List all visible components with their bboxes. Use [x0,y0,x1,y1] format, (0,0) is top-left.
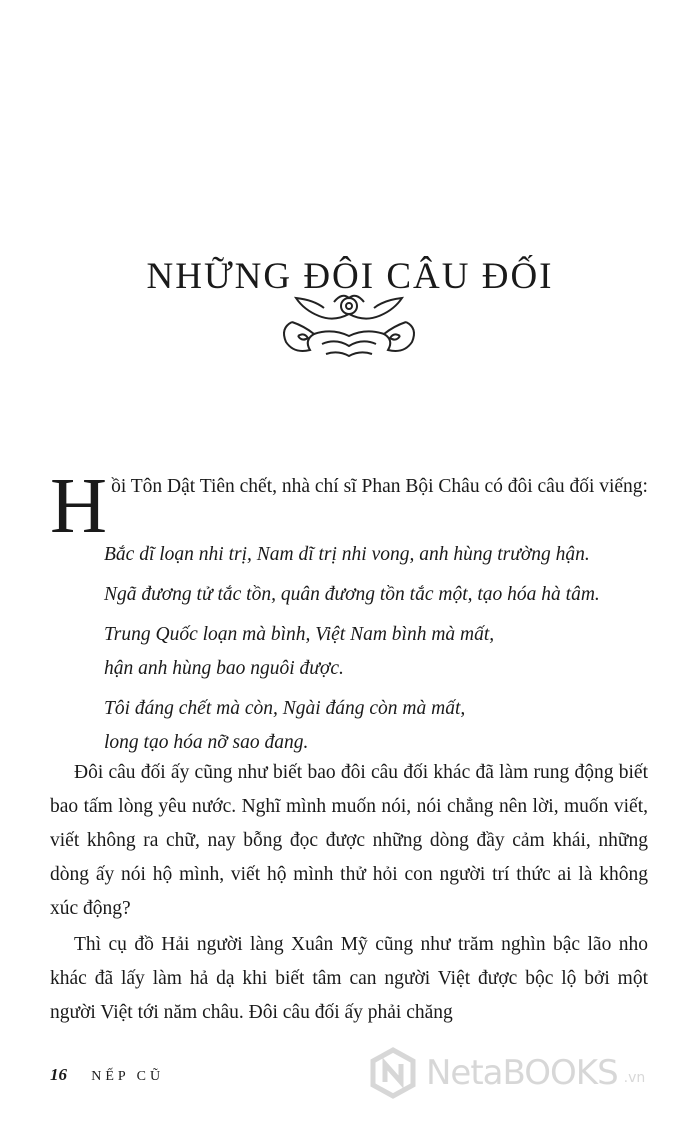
body-paragraph: Đôi câu đối ấy cũng như biết bao đôi câu đối khác đã làm rung động biết bao tấm lòng yêu nước. Nghĩ mình muốn nói, nói chẳng nên lời, muốn viết, viết không ra chữ, nay bỗng đọc được những dòng đầy cảm khái, những dòng ấy nói hộ mình, viết hộ mình thử hỏi con người trí thức ai là không xúc động? [50,762,648,919]
verse-line [104,538,664,572]
intro-paragraph [50,463,650,550]
running-title: NẾP CŨ [91,1069,165,1084]
page-footer [50,1065,164,1085]
watermark-suffix: .vn [623,1070,646,1086]
verse-text: Trung Quốc loạn mà bình, Việt Nam bình mà mất, [104,624,495,645]
verse-text: Tôi đáng chết mà còn, Ngài đáng còn mà mất, [104,698,466,719]
verse-line [104,618,664,686]
ornament-icon [274,292,424,362]
verse-text: Ngã đương tử tắc tồn, quân đương tồn tắc một, tạo hóa hà tâm. [104,584,600,605]
body-paragraph: Thì cụ đồ Hải người làng Xuân Mỹ cũng như trăm nghìn bậc lão nho khác đã lấy làm hả dạ khi biết tâm can người Việt được bộc lộ bởi một người Việt tới năm châu. Đôi câu đối ấy phải chăng [50,934,648,1023]
verse-text: Bắc dĩ loạn nhi trị, Nam dĩ trị nhi vong, anh hùng trường hận. [104,544,590,565]
netabooks-logo-icon [366,1046,420,1100]
watermark-brand: NetaBOOKS [426,1053,618,1093]
verse-text: long tạo hóa nỡ sao đang. [104,732,309,753]
watermark [366,1046,686,1100]
chapter-title: NHỮNG ĐÔI CÂU ĐỐI [146,255,554,297]
intro-text: ồi Tôn Dật Tiên chết, nhà chí sĩ Phan Bội Châu có đôi câu đối viếng: [111,476,648,497]
verse-text: hận anh hùng bao nguôi được. [104,658,344,679]
verse-block [104,538,664,766]
verse-line [104,578,664,612]
drop-cap: H [50,463,108,550]
verse-line [104,692,664,760]
page-number: 16 [50,1065,67,1084]
